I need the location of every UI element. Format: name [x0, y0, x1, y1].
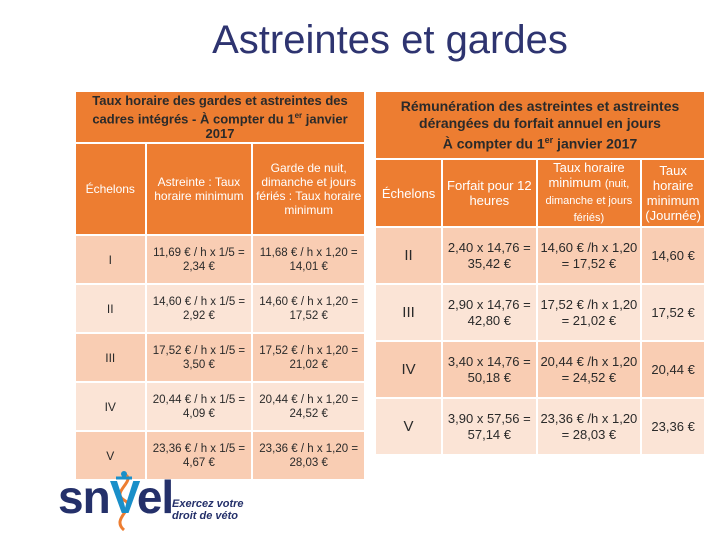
table-row — [75, 284, 365, 333]
echelon-cell: II — [75, 284, 146, 333]
col-header-taux — [537, 159, 642, 227]
table-row — [75, 235, 365, 284]
garde-cell: 23,36 € / h x 1,20 = 28,03 € — [252, 431, 365, 480]
astreinte-cell: 23,36 € / h x 1/5 = 4,67 € — [146, 431, 253, 480]
journee-cell: 14,60 € — [641, 227, 705, 284]
table-row — [75, 333, 365, 382]
page-title: Astreintes et gardes — [212, 18, 568, 62]
garde-cell: 17,52 € / h x 1,20 = 21,02 € — [252, 333, 365, 382]
table-title-sup: er — [294, 110, 303, 120]
snvel-logo — [58, 470, 258, 536]
table-row — [375, 398, 705, 455]
table-title-line1: Taux horaire des gardes et astreintes des — [92, 92, 348, 108]
tagline — [172, 498, 244, 522]
col-header-forfait: Forfait pour 12 heures — [442, 159, 536, 227]
taux-cell: 17,52 € /h x 1,20 = 21,02 € — [537, 284, 642, 341]
forfait-cell: 2,90 x 14,76 = 42,80 € — [442, 284, 536, 341]
table-row — [375, 341, 705, 398]
garde-cell: 11,68 € / h x 1,20 = 14,01 € — [252, 235, 365, 284]
table-title — [375, 91, 705, 159]
journee-cell: 23,36 € — [641, 398, 705, 455]
taux-cell: 20,44 € /h x 1,20 = 24,52 € — [537, 341, 642, 398]
echelon-cell: III — [375, 284, 442, 341]
col-header-echelons: Échelons — [75, 143, 146, 235]
echelon-cell: IV — [75, 382, 146, 431]
col-header-garde: Garde de nuit, dimanche et jours fériés : Taux horaire minimum — [252, 143, 365, 235]
table-title-line1: Rémunération des astreintes et astreintes — [400, 97, 680, 114]
col-header-echelons: Échelons — [375, 159, 442, 227]
table-title-sup: er — [544, 134, 554, 145]
astreinte-cell: 20,44 € / h x 1/5 = 4,09 € — [146, 382, 253, 431]
table-title-line2: cadres intégrés - À compter du 1 — [92, 111, 295, 127]
table-title-line2: dérangées du forfait annuel en jours — [419, 114, 661, 131]
table-row — [75, 382, 365, 431]
table-row — [375, 284, 705, 341]
garde-cell: 14,60 € / h x 1,20 = 17,52 € — [252, 284, 365, 333]
forfait-cell: 2,40 x 14,76 = 35,42 € — [442, 227, 536, 284]
echelon-cell: II — [375, 227, 442, 284]
forfait-jours-table — [374, 90, 706, 456]
garde-cell: 20,44 € / h x 1,20 = 24,52 € — [252, 382, 365, 431]
cadres-integres-table — [74, 90, 366, 481]
taux-cell: 23,36 € /h x 1,20 = 28,03 € — [537, 398, 642, 455]
table-title-line2-end: janvier 2017 — [205, 111, 348, 142]
tagline-line2: droit de véto — [172, 510, 239, 522]
journee-cell: 20,44 € — [641, 341, 705, 398]
col-header-taux-note: (nuit, dimanche et jours fériés) — [545, 178, 633, 224]
echelon-cell: V — [375, 398, 442, 455]
brand-name-v: V — [109, 471, 137, 523]
table-title — [75, 91, 365, 143]
col-header-journee-main: Taux horaire minimum — [646, 163, 700, 208]
astreinte-cell: 17,52 € / h x 1/5 = 3,50 € — [146, 333, 253, 382]
brand-name — [58, 470, 173, 524]
astreinte-cell: 11,69 € / h x 1/5 = 2,34 € — [146, 235, 253, 284]
col-header-taux-main: Taux horaire minimum — [548, 160, 625, 190]
journee-cell: 17,52 € — [641, 284, 705, 341]
brand-name-end: el — [136, 471, 174, 523]
echelon-cell: V — [75, 431, 146, 480]
table-title-line3: À compter du 1 — [442, 135, 545, 152]
col-header-journee — [641, 159, 705, 227]
table-title-line3-end: janvier 2017 — [553, 135, 638, 152]
echelon-cell: III — [75, 333, 146, 382]
col-header-astreinte: Astreinte : Taux horaire minimum — [146, 143, 253, 235]
echelon-cell: IV — [375, 341, 442, 398]
brand-name-start: sn — [58, 471, 110, 523]
taux-cell: 14,60 € /h x 1,20 = 17,52 € — [537, 227, 642, 284]
forfait-cell: 3,40 x 14,76 = 50,18 € — [442, 341, 536, 398]
tagline-line1: Exercez votre — [172, 498, 244, 510]
forfait-cell: 3,90 x 57,56 = 57,14 € — [442, 398, 536, 455]
astreinte-cell: 14,60 € / h x 1/5 = 2,92 € — [146, 284, 253, 333]
table-row — [375, 227, 705, 284]
col-header-journee-note: (Journée) — [645, 208, 701, 223]
echelon-cell: I — [75, 235, 146, 284]
